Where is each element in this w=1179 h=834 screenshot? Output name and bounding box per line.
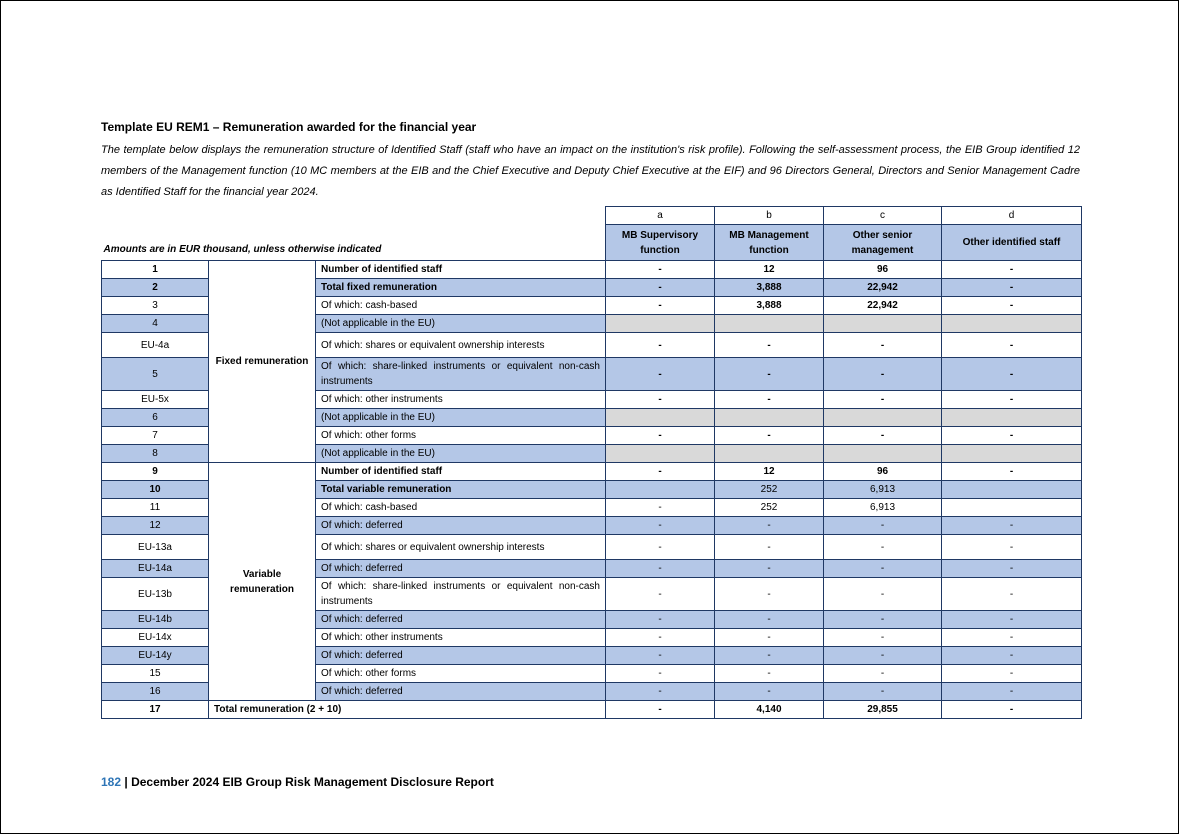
cell-value: - [942, 297, 1082, 315]
cell-value: 96 [824, 463, 942, 481]
cell-value: - [942, 578, 1082, 611]
row-id: 10 [102, 481, 209, 499]
cell-value: - [715, 665, 824, 683]
col-letter-b: b [715, 207, 824, 225]
cell-value: - [942, 333, 1082, 358]
row-label: Total variable remuneration [316, 481, 606, 499]
cell-value: 6,913 [824, 499, 942, 517]
cell-value: - [715, 391, 824, 409]
row-id: EU-14b [102, 611, 209, 629]
row-label: Of which: share-linked instruments or equivalent non-cash instruments [316, 578, 606, 611]
cell-value: - [824, 535, 942, 560]
cell-value: - [942, 665, 1082, 683]
cell-value: - [824, 629, 942, 647]
section-title: Template EU REM1 – Remuneration awarded for the financial year [101, 120, 477, 134]
row-label: Of which: other instruments [316, 629, 606, 647]
cell-value [606, 409, 715, 427]
cell-value: - [715, 578, 824, 611]
cell-value: 12 [715, 261, 824, 279]
cell-value: - [942, 358, 1082, 391]
cell-value: - [715, 535, 824, 560]
row-id: 15 [102, 665, 209, 683]
cell-value: 12 [715, 463, 824, 481]
cell-value: - [942, 427, 1082, 445]
cell-value: - [606, 297, 715, 315]
cell-value: - [715, 333, 824, 358]
cell-value [942, 445, 1082, 463]
cell-value: - [606, 578, 715, 611]
row-id: EU-13b [102, 578, 209, 611]
cell-value: - [606, 647, 715, 665]
intro-paragraph: The template below displays the remuneration structure of Identified Staff (staff who have an impact on the institution's risk profile). Following the self-assessment process, the EIB Group identified 12 members of the Management function (10 MC members at the EIB and the Chief Executive and Deputy Chief Executive at the EIF) and 96 Directors General, Directors and Senior Management Cadre as Identified Staff for the financial year 2024. [101, 144, 1080, 198]
cell-value: - [942, 629, 1082, 647]
cell-value [715, 409, 824, 427]
cell-value: - [942, 683, 1082, 701]
table-row [102, 463, 1082, 481]
cell-value: 96 [824, 261, 942, 279]
cell-value: - [824, 333, 942, 358]
row-id: 16 [102, 683, 209, 701]
row-label: (Not applicable in the EU) [316, 409, 606, 427]
cell-value: - [606, 391, 715, 409]
cell-value: - [942, 279, 1082, 297]
cell-value: - [715, 358, 824, 391]
cell-value: - [824, 665, 942, 683]
row-label: Of which: deferred [316, 611, 606, 629]
row-label: Of which: cash-based [316, 499, 606, 517]
cell-value: 6,913 [824, 481, 942, 499]
cell-value: - [942, 517, 1082, 535]
cell-value: 29,855 [824, 701, 942, 719]
cell-value: 22,942 [824, 297, 942, 315]
cell-value: - [606, 517, 715, 535]
row-id: EU-4a [102, 333, 209, 358]
cell-value: - [942, 261, 1082, 279]
row-id: EU-14x [102, 629, 209, 647]
cell-value: - [606, 358, 715, 391]
row-label: Of which: shares or equivalent ownership interests [316, 535, 606, 560]
cell-value [606, 445, 715, 463]
cell-value [715, 445, 824, 463]
row-label: Of which: other instruments [316, 391, 606, 409]
group-label-fixed: Fixed remuneration [209, 261, 316, 463]
cell-value [942, 481, 1082, 499]
row-label: Number of identified staff [316, 261, 606, 279]
cell-value: - [824, 391, 942, 409]
row-label: Of which: other forms [316, 665, 606, 683]
cell-value: - [606, 427, 715, 445]
cell-value: - [606, 535, 715, 560]
cell-value [606, 481, 715, 499]
row-label: Of which: cash-based [316, 297, 606, 315]
cell-value: 3,888 [715, 297, 824, 315]
col-header-other-identified: Other identified staff [942, 225, 1082, 261]
cell-value: 4,140 [715, 701, 824, 719]
row-label: Of which: deferred [316, 647, 606, 665]
cell-value: - [942, 535, 1082, 560]
cell-value: - [715, 517, 824, 535]
cell-value [942, 409, 1082, 427]
cell-value: - [715, 629, 824, 647]
row-label: Number of identified staff [316, 463, 606, 481]
cell-value: - [715, 560, 824, 578]
cell-value: - [824, 427, 942, 445]
document-body [101, 118, 1080, 200]
row-id: 5 [102, 358, 209, 391]
cell-value: - [824, 517, 942, 535]
cell-value: - [942, 560, 1082, 578]
row-id: 3 [102, 297, 209, 315]
row-id: 9 [102, 463, 209, 481]
cell-value: - [606, 683, 715, 701]
row-label: Of which: deferred [316, 517, 606, 535]
table-row [102, 261, 1082, 279]
cell-value: - [824, 560, 942, 578]
col-header-mb-supervisory: MB Supervisory function [606, 225, 715, 261]
row-label: Of which: deferred [316, 560, 606, 578]
cell-value [824, 409, 942, 427]
cell-value: - [606, 463, 715, 481]
row-id: 7 [102, 427, 209, 445]
cell-value: - [824, 358, 942, 391]
group-label-variable: Variable remuneration [209, 463, 316, 701]
row-id: EU-13a [102, 535, 209, 560]
row-label: Of which: shares or equivalent ownership interests [316, 333, 606, 358]
row-label: Total remuneration (2 + 10) [209, 701, 606, 719]
cell-value: - [715, 611, 824, 629]
cell-value: - [606, 701, 715, 719]
cell-value: - [606, 665, 715, 683]
footer-separator: | [124, 775, 128, 789]
cell-value: - [606, 611, 715, 629]
row-id: 17 [102, 701, 209, 719]
cell-value [824, 315, 942, 333]
row-id: 8 [102, 445, 209, 463]
row-label: (Not applicable in the EU) [316, 315, 606, 333]
cell-value [824, 445, 942, 463]
row-label: Of which: deferred [316, 683, 606, 701]
col-header-mb-management: MB Management function [715, 225, 824, 261]
cell-value: - [715, 683, 824, 701]
unit-note: Amounts are in EUR thousand, unless otherwise indicated [102, 207, 606, 261]
row-id: EU-14a [102, 560, 209, 578]
cell-value: - [606, 261, 715, 279]
cell-value: - [942, 701, 1082, 719]
cell-value [942, 499, 1082, 517]
row-label: Total fixed remuneration [316, 279, 606, 297]
row-id: EU-5x [102, 391, 209, 409]
cell-value: - [824, 683, 942, 701]
cell-value [715, 315, 824, 333]
cell-value: - [715, 647, 824, 665]
column-letters-row [102, 207, 1082, 225]
row-label: (Not applicable in the EU) [316, 445, 606, 463]
cell-value: - [942, 391, 1082, 409]
row-id: 11 [102, 499, 209, 517]
cell-value: - [942, 611, 1082, 629]
page-number: 182 [101, 775, 122, 789]
cell-value: - [942, 463, 1082, 481]
footer-title: December 2024 EIB Group Risk Management Disclosure Report [131, 775, 494, 789]
row-id: 12 [102, 517, 209, 535]
cell-value: - [824, 647, 942, 665]
row-label: Of which: share-linked instruments or equivalent non-cash instruments [316, 358, 606, 391]
col-letter-d: d [942, 207, 1082, 225]
cell-value: - [606, 499, 715, 517]
row-id: 1 [102, 261, 209, 279]
row-id: EU-14y [102, 647, 209, 665]
col-header-other-senior: Other senior management [824, 225, 942, 261]
cell-value: 252 [715, 499, 824, 517]
row-id: 4 [102, 315, 209, 333]
cell-value [606, 315, 715, 333]
cell-value: 3,888 [715, 279, 824, 297]
cell-value: - [715, 427, 824, 445]
col-letter-c: c [824, 207, 942, 225]
remuneration-table [101, 206, 1082, 719]
cell-value: - [942, 647, 1082, 665]
page-footer [101, 775, 494, 789]
cell-value: - [606, 560, 715, 578]
row-label: Of which: other forms [316, 427, 606, 445]
cell-value [942, 315, 1082, 333]
cell-value: 252 [715, 481, 824, 499]
row-id: 2 [102, 279, 209, 297]
row-id: 6 [102, 409, 209, 427]
cell-value: 22,942 [824, 279, 942, 297]
cell-value: - [606, 279, 715, 297]
cell-value: - [606, 629, 715, 647]
cell-value: - [824, 611, 942, 629]
cell-value: - [606, 333, 715, 358]
col-letter-a: a [606, 207, 715, 225]
table-row [102, 701, 1082, 719]
cell-value: - [824, 578, 942, 611]
